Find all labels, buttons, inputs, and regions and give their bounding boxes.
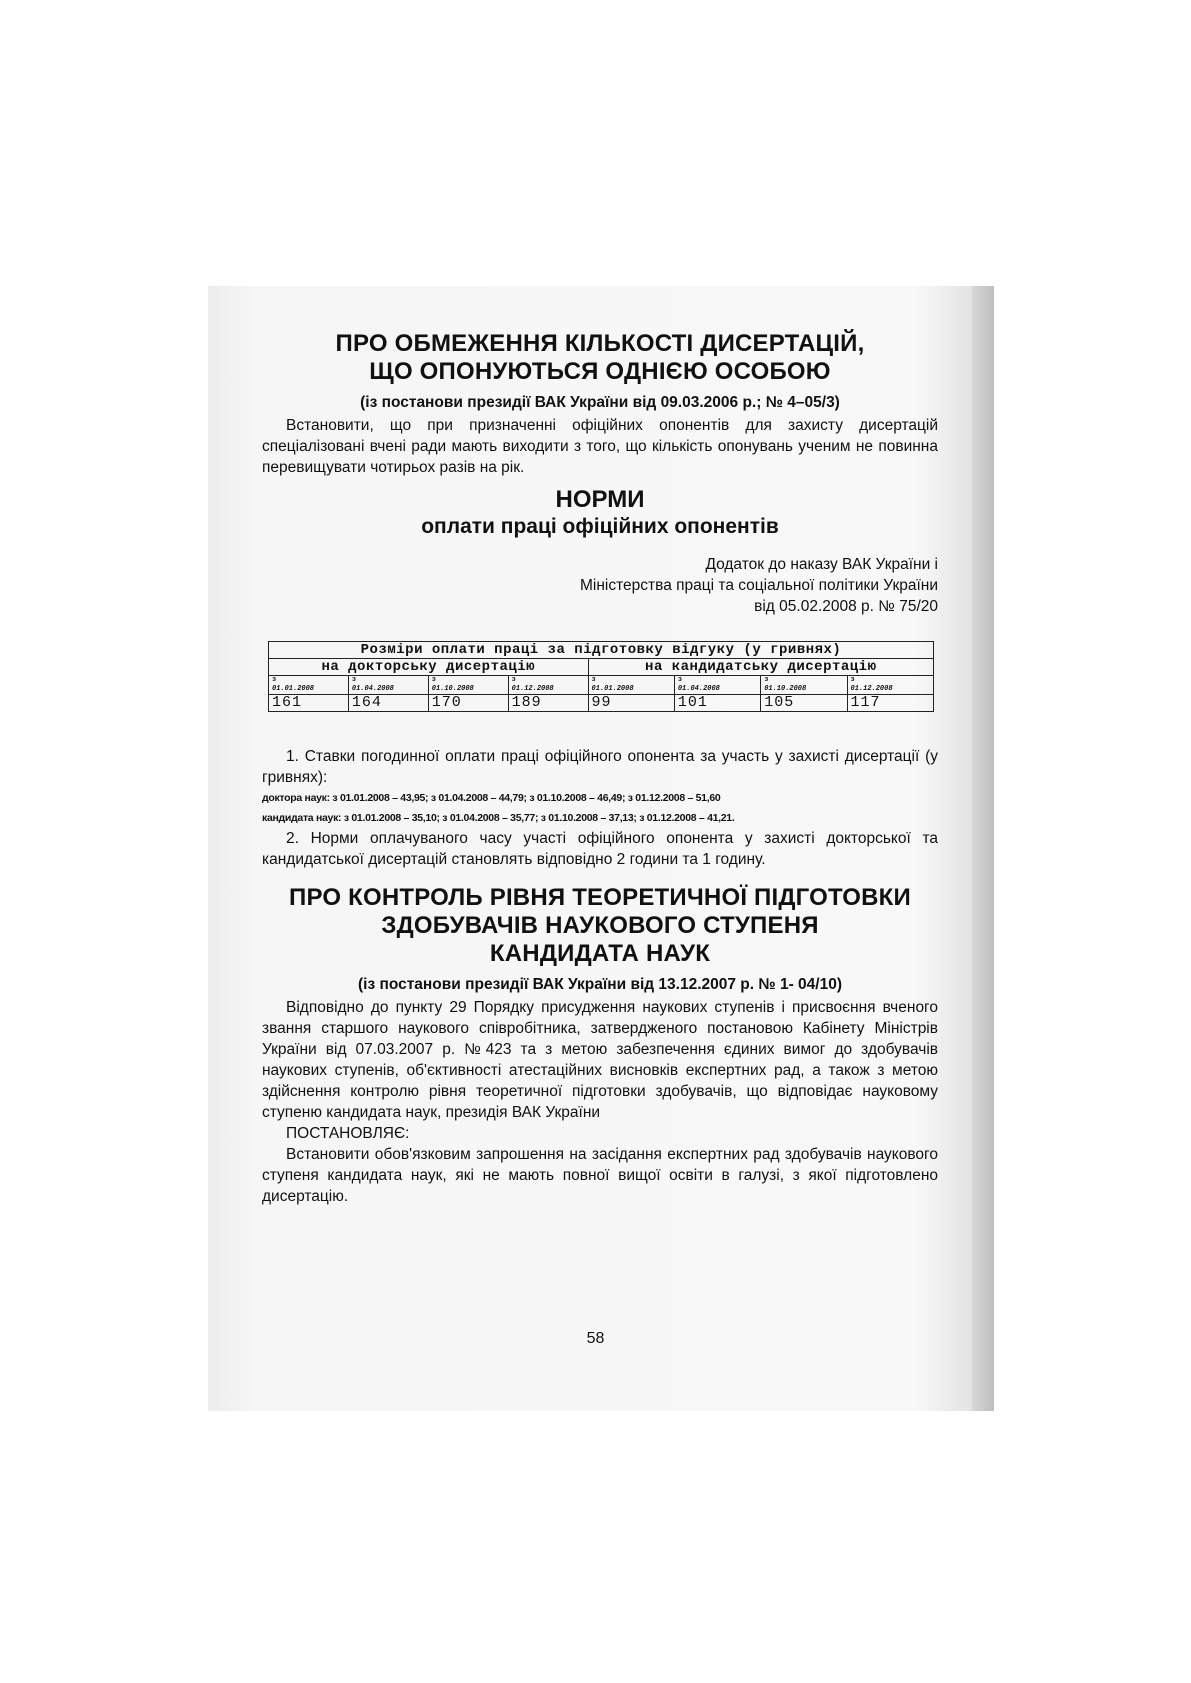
book-spine-shadow — [972, 286, 994, 1411]
section1-source: (із постанови президії ВАК України від 09.03.2006 р.; № 4–05/3) — [360, 394, 840, 411]
date-cell: з 01.01.2008 — [269, 676, 349, 695]
appendix-line3: від 05.02.2008 р. № 75/20 — [754, 598, 938, 615]
rate-value: 170 — [428, 695, 508, 712]
doctors-rates-line: доктора наук: з 01.01.2008 – 43,95; з 01.04.2008 – 44,79; з 01.10.2008 – 46,49; з 01.12.2008 – 51,60 — [262, 792, 721, 804]
appendix-note — [262, 554, 938, 617]
rates-header-row — [269, 642, 934, 659]
date-cell: з 01.01.2008 — [588, 676, 674, 695]
rate-value: 161 — [269, 695, 349, 712]
section2-resolution: Встановити обов'язковим запрошення на засідання експертних рад здобувачів наукового ступеня кандидата наук, які не мають повної вищої освіти в галузі, з якої підготовлено дисертацію. — [262, 1146, 938, 1205]
section1-title-line2: ЩО ОПОНУЮТЬСЯ ОДНІЄЮ ОСОБОЮ — [369, 358, 831, 385]
rates-table — [268, 641, 934, 712]
date-cell: з 01.12.2008 — [847, 676, 933, 695]
section2-decree: ПОСТАНОВЛЯЄ: — [286, 1125, 410, 1142]
page-number: 58 — [586, 1330, 605, 1347]
section2-title-line1: ПРО КОНТРОЛЬ РІВНЯ ТЕОРЕТИЧНОЇ ПІДГОТОВКИ — [289, 884, 911, 911]
rate-value: 99 — [588, 695, 674, 712]
rates-dates-row — [269, 676, 934, 695]
page-content — [262, 330, 938, 1207]
section2-body: Відповідно до пункту 29 Порядку присудження наукових ступенів і присвоєння вченого звання старшого наукового співробітника, затвердженого постановою Кабінету Міністрів України від 07.03.2007 р. №423 та з метою забезпечення єдиних вимог до здобувачів наукових ступенів, об'єктивності атестаційних висновків експертних рад, а також з метою здійснення контролю рівня теоретичної підготовки здобувачів, що відповідає науковому ступеню кандидата наук, президія ВАК України — [262, 999, 938, 1121]
date-cell: з 01.04.2008 — [348, 676, 428, 695]
rates-values-row — [269, 695, 934, 712]
group-doctoral: на докторську дисертацію — [269, 659, 589, 676]
section2-title-line3: КАНДИДАТА НАУК — [489, 940, 711, 967]
section1-title — [262, 330, 938, 386]
rates-header: Розміри оплати праці за підготовку відгуку (у гривнях) — [269, 642, 934, 659]
spacer — [262, 712, 938, 746]
norms-title: НОРМИ — [555, 486, 645, 513]
section2-title — [262, 884, 938, 968]
date-cell: з 01.04.2008 — [674, 676, 760, 695]
candidates-rates-line: кандидата наук: з 01.01.2008 – 35,10; з 01.04.2008 – 35,77; з 01.10.2008 – 37,13; з 01.12.2008 – 41,21. — [262, 812, 735, 824]
rate-value: 117 — [847, 695, 933, 712]
section1-body: Встановити, що при призначенні офіційних опонентів для захисту дисертацій спеціалізовані вчені ради мають виходити з того, що кількість опонувань ученим не повинна перевищувати чотирьох разів на рік. — [262, 417, 938, 476]
date-cell: з 01.10.2008 — [761, 676, 847, 695]
section2-title-line2: ЗДОБУВАЧІВ НАУКОВОГО СТУПЕНЯ — [381, 912, 819, 939]
norms-item1: 1. Ставки погодинної оплати праці офіційного опонента за участь у захисті дисертації (у гривнях): — [262, 748, 938, 786]
appendix-line2: Міністерства праці та соціальної політики України — [580, 577, 938, 594]
rate-value: 164 — [348, 695, 428, 712]
date-cell: з 01.12.2008 — [508, 676, 588, 695]
norms-item2: 2. Норми оплачуваного часу участі офіційного опонента у захисті докторської та кандидатської дисертацій становлять відповідно 2 години та 1 годину. — [262, 830, 938, 868]
rate-value: 189 — [508, 695, 588, 712]
section1-title-line1: ПРО ОБМЕЖЕННЯ КІЛЬКОСТІ ДИСЕРТАЦІЙ, — [335, 330, 865, 357]
rate-value: 105 — [761, 695, 847, 712]
date-cell: з 01.10.2008 — [428, 676, 508, 695]
rates-group-row — [269, 659, 934, 676]
section2-source: (із постанови президії ВАК України від 13.12.2007 р. № 1- 04/10) — [357, 976, 843, 993]
rate-value: 101 — [674, 695, 760, 712]
appendix-line1: Додаток до наказу ВАК України і — [705, 556, 938, 573]
norms-subtitle: оплати праці офіційних опонентів — [421, 515, 779, 538]
group-candidate: на кандидатську дисертацію — [588, 659, 933, 676]
